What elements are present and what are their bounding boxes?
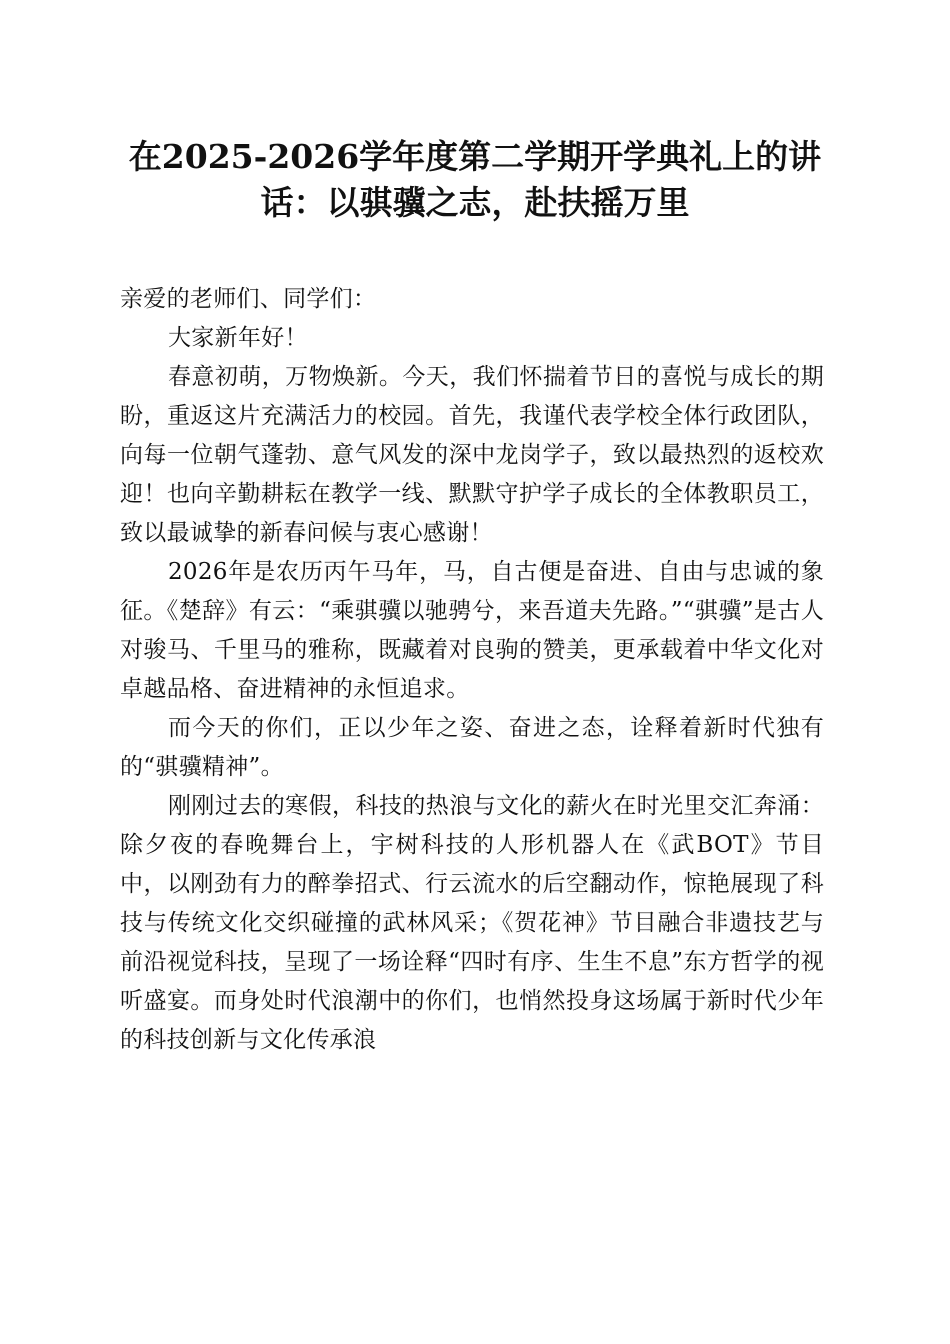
paragraph-welcome: 春意初萌，万物焕新。今天，我们怀揣着节日的喜悦与成长的期盼，重返这片充满活力的校园。首先，我谨代表学校全体行政团队，向每一位朝气蓬勃、意气风发的深中龙岗学子，致以最热烈的返校欢迎！也向辛勤耕耘在教学一线、默默守护学子成长的全体教职员工，致以最诚挚的新春问候与衷心感谢！	[120, 364, 824, 546]
salutation: 亲爱的老师们、同学们：	[120, 286, 377, 312]
paragraph-greeting: 大家新年好！	[168, 325, 308, 351]
paragraph-spirit: 而今天的你们，正以少年之姿、奋进之态，诠释着新时代独有的“骐骥精神”。	[120, 715, 824, 780]
paragraph-year-of-horse: 2026年是农历丙午马年，马，自古便是奋进、自由与忠诚的象征。《楚辞》有云：“乘骐骥以驰骋兮，来吾道夫先路。”“骐骥”是古人对骏马、千里马的雅称，既藏着对良驹的赞美，更承载着中华文化对卓越品格、奋进精神的永恒追求。	[120, 559, 824, 702]
document-body	[120, 280, 824, 1060]
document-title: 在2025-2026学年度第二学期开学典礼上的讲话：以骐骥之志，赴扶摇万里	[128, 137, 822, 222]
paragraph-winter-break: 刚刚过去的寒假，科技的热浪与文化的薪火在时光里交汇奔涌：除夕夜的春晚舞台上，宇树科技的人形机器人在《武BOT》节目中，以刚劲有力的醉拳招式、行云流水的后空翻动作，惊艳展现了科技与传统文化交织碰撞的武林风采；《贺花神》节目融合非遗技艺与前沿视觉科技，呈现了一场诠释“四时有序、生生不息”东方哲学的视听盛宴。而身处时代浪潮中的你们，也悄然投身这场属于新时代少年的科技创新与文化传承浪	[120, 793, 824, 1053]
